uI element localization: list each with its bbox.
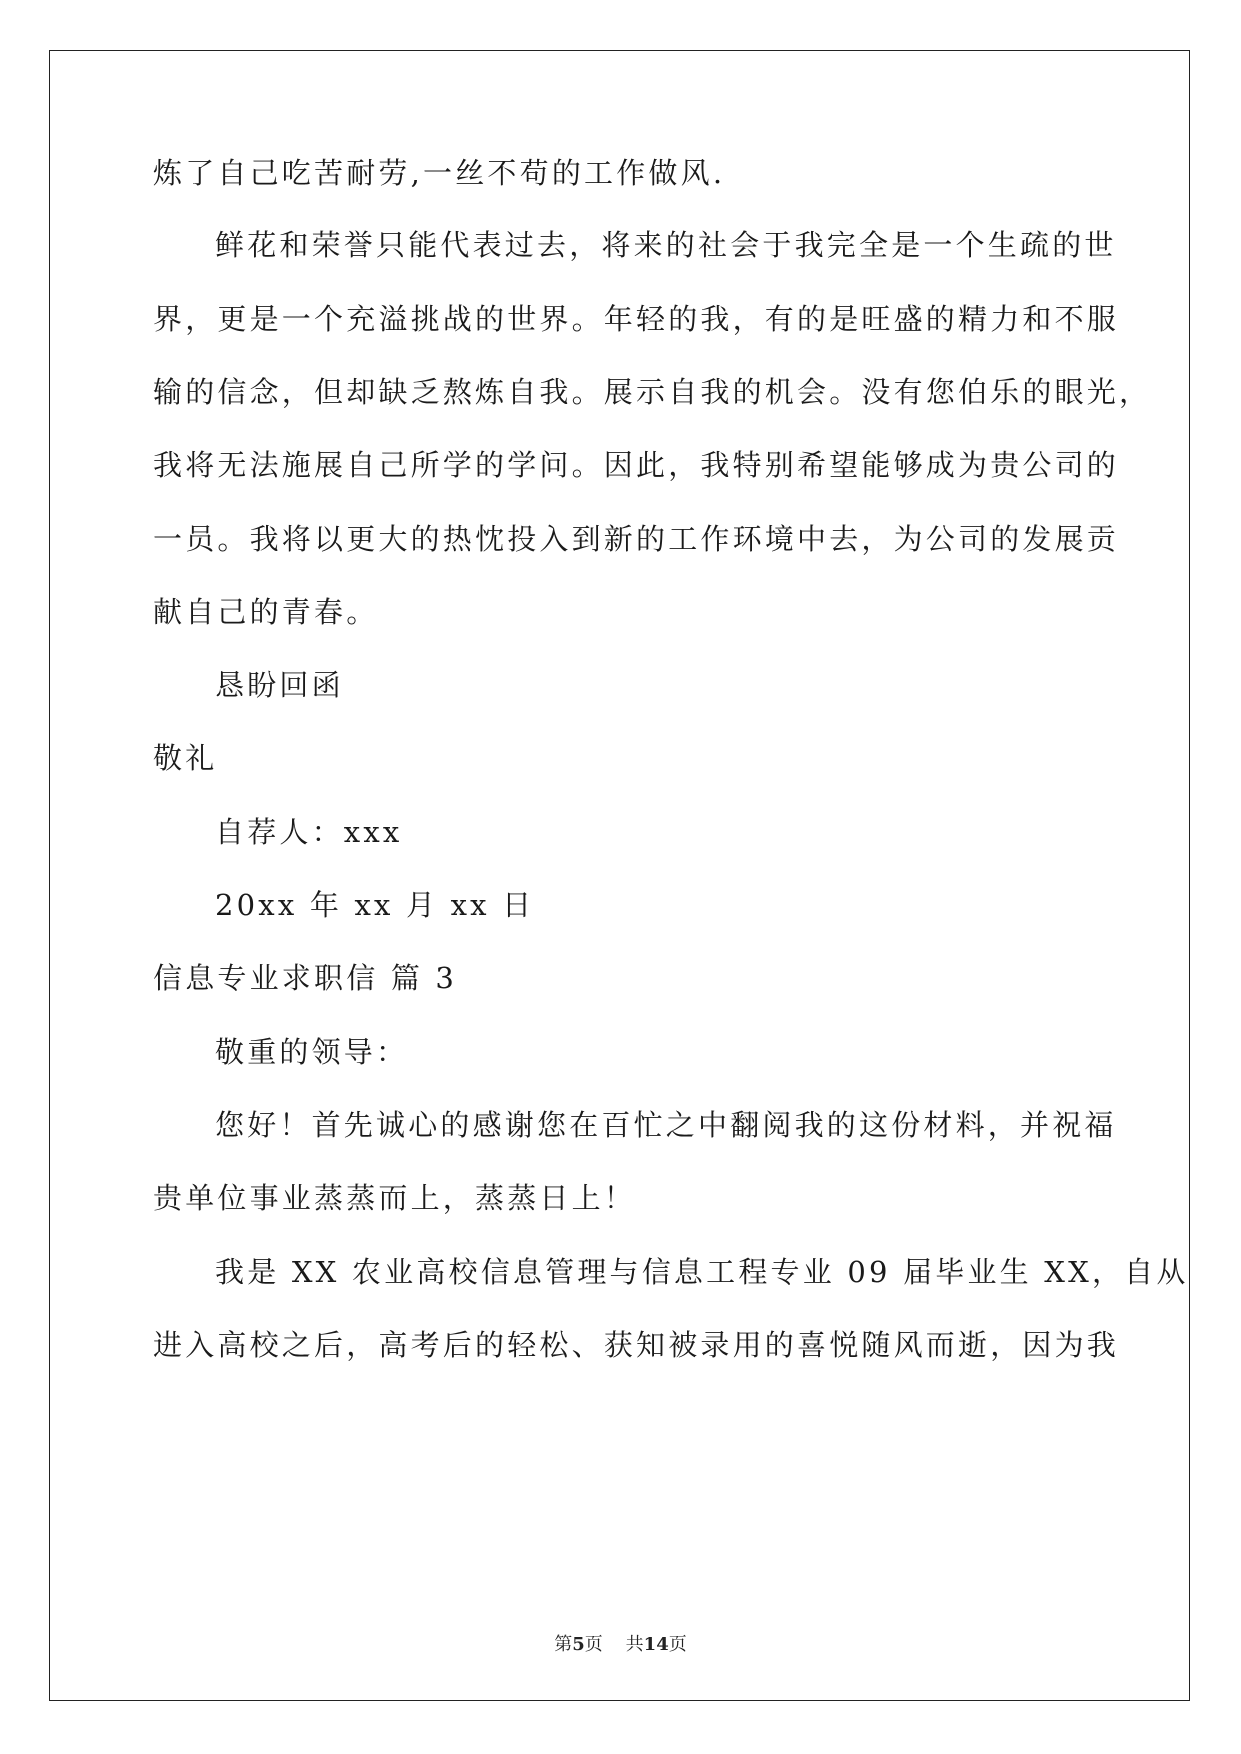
greeting: 敬重的领导： — [215, 1035, 409, 1069]
footer-prefix: 第 — [554, 1634, 573, 1655]
date-line: 20xx 年 xx 月 xx 日 — [215, 888, 535, 922]
salutation-close: 敬礼 — [153, 741, 218, 775]
text-line: 您好！首先诚心的感谢您在百忙之中翻阅我的这份材料，并祝福 — [215, 1108, 1117, 1142]
section-title: 信息专业求职信 篇 3 — [153, 961, 458, 995]
text-line: 我将无法施展自己所学的学问。因此，我特别希望能够成为贵公司的 — [153, 448, 1120, 482]
page-border — [49, 50, 1190, 1701]
text-line: 我是 XX 农业高校信息管理与信息工程专业 09 届毕业生 XX，自从 — [215, 1255, 1189, 1289]
text-line: 一员。我将以更大的热忱投入到新的工作环境中去，为公司的发展贡 — [153, 522, 1120, 556]
text-line: 界，更是一个充溢挑战的世界。年轻的我，有的是旺盛的精力和不服 — [153, 302, 1120, 336]
text-line: 鲜花和荣誉只能代表过去，将来的社会于我完全是一个生疏的世 — [215, 228, 1117, 262]
text-line: 献自己的青春。 — [153, 595, 379, 629]
text-line: 炼了自己吃苦耐劳,一丝不苟的工作做风. — [153, 156, 726, 190]
footer-page-word: 页 — [584, 1634, 603, 1655]
text-line: 贵单位事业蒸蒸而上，蒸蒸日上！ — [153, 1181, 637, 1215]
page-footer — [0, 1633, 1241, 1657]
closing-request: 恳盼回函 — [215, 668, 344, 702]
signature-line: 自荐人：xxx — [215, 815, 403, 849]
total-pages-number: 14 — [643, 1634, 669, 1655]
text-line: 输的信念，但却缺乏熬炼自我。展示自我的机会。没有您伯乐的眼光， — [153, 375, 1152, 409]
footer-total-suffix: 页 — [668, 1634, 687, 1655]
text-line: 进入高校之后，高考后的轻松、获知被录用的喜悦随风而逝，因为我 — [153, 1328, 1120, 1362]
current-page-number: 5 — [572, 1634, 585, 1655]
footer-total-prefix: 共 — [625, 1634, 644, 1655]
